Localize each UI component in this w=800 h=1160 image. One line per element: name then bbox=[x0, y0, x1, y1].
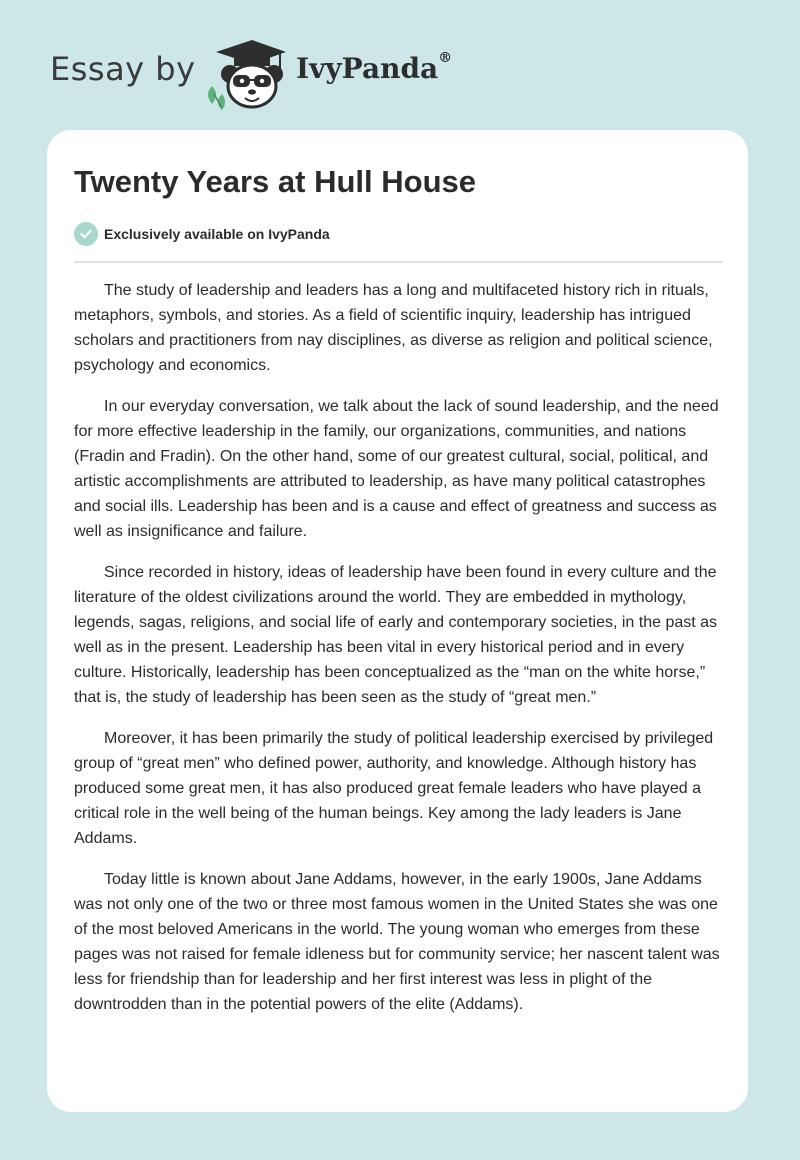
registered-mark: ® bbox=[438, 50, 453, 66]
panda-graduate-icon[interactable] bbox=[200, 36, 290, 110]
exclusive-badge-label: Exclusively available on IvyPanda bbox=[104, 226, 330, 242]
essay-card bbox=[47, 130, 748, 1112]
divider bbox=[74, 261, 723, 263]
brand-name[interactable]: IvyPanda® bbox=[296, 50, 453, 85]
paragraph: In our everyday conversation, we talk about the lack of sound leadership, and the need for more effective leadership in the family, our organizations, communities, and nations (Fradin and Fradin). On the other hand, some of our greatest cultural, social, political, and artistic accomplishments are attributed to leadership, as have many political catastrophes and social ills. Leadership has been and is a cause and effect of greatness and success as well as insignificance and failure. bbox=[74, 398, 719, 540]
paragraph: Moreover, it has been primarily the study of political leadership exercised by privileged group of “great men” who defined power, authority, and knowledge. Although history has produced some great men, it has also produced great female leaders who have played a critical role in the well being of the human beings. Key among the lady leaders is Jane Addams. bbox=[74, 730, 714, 847]
site-header bbox=[50, 30, 550, 110]
paragraph: Today little is known about Jane Addams, however, in the early 1900s, Jane Addams was not only one of the two or three most famous women in the United States she was one of the most beloved Americans in the world. The young woman who emerges from these pages was not raised for female idleness but for community service; her nascent talent was less for friendship than for leadership and her first interest was less in plight of the downtrodden than in the potential powers of the elite (Addams). bbox=[74, 871, 720, 1013]
essay-body bbox=[74, 278, 723, 1033]
page-title: Twenty Years at Hull House bbox=[74, 164, 476, 199]
check-circle-icon bbox=[74, 222, 98, 246]
paragraph: The study of leadership and leaders has a long and multifaceted history rich in rituals, metaphors, symbols, and stories. As a field of scientific inquiry, leadership has intrigued scholars and practitioners from nay disciplines, as diverse as religion and political science, psychology and economics. bbox=[74, 282, 713, 374]
exclusive-badge bbox=[74, 222, 330, 246]
paragraph: Since recorded in history, ideas of leadership have been found in every culture and the literature of the oldest civilizations around the world. They are embedded in mythology, legends, sagas, religions, and social life of early and contemporary societies, in the past as well as in the present. Leadership has been vital in every historical period and in every culture. Historically, leadership has been conceptualized as the “man on the white horse,” that is, the study of leadership has been seen as the study of “great men.” bbox=[74, 564, 718, 706]
essay-by-label: Essay by bbox=[50, 50, 196, 88]
